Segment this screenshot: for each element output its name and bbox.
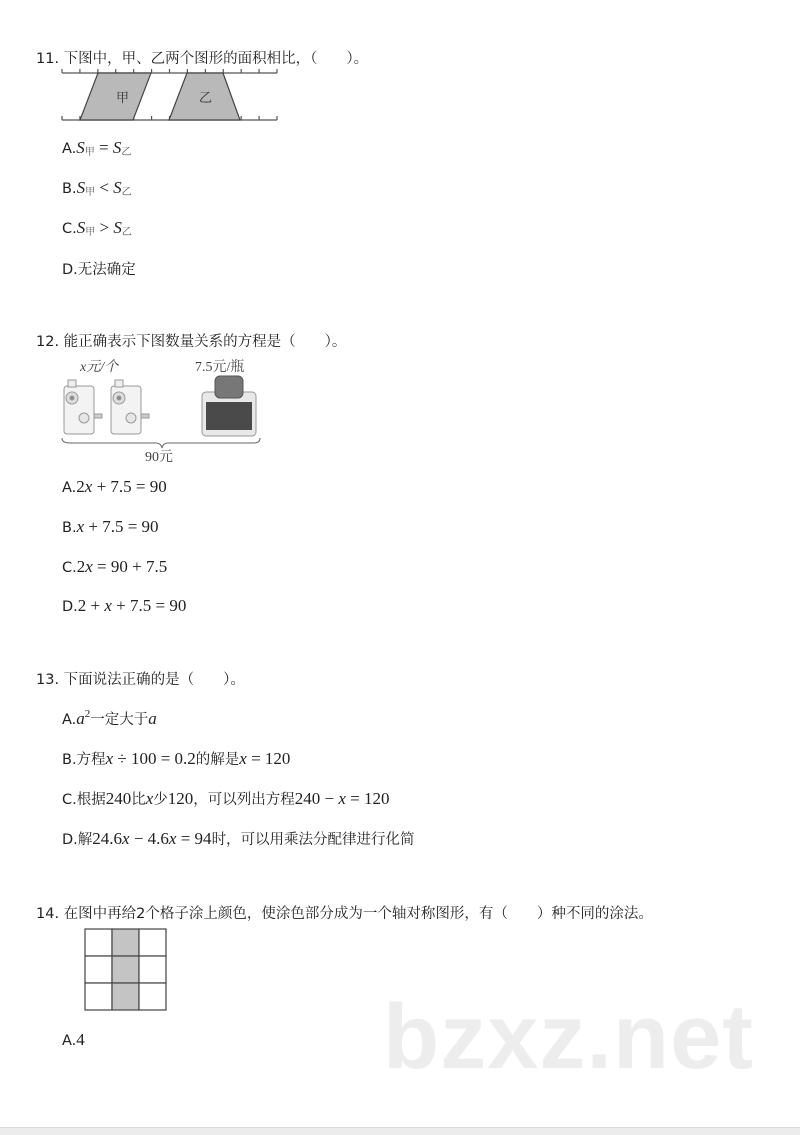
math-expression: 24.6 (92, 829, 123, 848)
q14-grid-figure (84, 928, 170, 1014)
math-variable: x (104, 596, 112, 615)
math-expression: − 4.6 (129, 829, 169, 848)
option-text: ，可以列出方程 (193, 792, 295, 808)
option-text: B.方程 (62, 752, 106, 768)
option-D (62, 828, 415, 849)
math-expression: + 7.5 = 90 (84, 517, 159, 536)
math-variable: S (113, 218, 122, 237)
watermark: bzxz.net (383, 986, 754, 1088)
option-text: 时，可以用乘法分配律进行化简 (211, 832, 415, 848)
q11-figure-parallelogram-trapezoid (58, 66, 283, 128)
option-C (62, 218, 132, 238)
math-expression: = 90 + 7.5 (92, 557, 168, 576)
option-text: B. (62, 181, 77, 197)
option-D (62, 258, 136, 279)
math-expression: 4 (76, 1030, 85, 1049)
math-expression: 120 (167, 789, 194, 808)
option-B (62, 178, 132, 198)
grid-cell-shaded (112, 929, 139, 956)
option-text: A. (62, 141, 77, 157)
math-expression: = 120 (345, 789, 390, 808)
math-variable: S (76, 218, 86, 237)
option-text: D.无法确定 (62, 262, 136, 278)
total-price-label: 90元 (145, 450, 173, 465)
option-A (62, 138, 131, 158)
option-A (62, 708, 157, 729)
ink-bottle-icon (202, 376, 256, 436)
option-text: C.根据 (62, 792, 106, 808)
q12-figure (58, 374, 264, 449)
option-text: 甲 (84, 147, 95, 158)
option-text: 少 (153, 792, 168, 808)
grid-cell (85, 983, 112, 1010)
option-text: D. (62, 599, 78, 615)
grid-cell (139, 929, 166, 956)
option-text: 的解是 (195, 752, 240, 768)
option-text: B. (62, 520, 77, 536)
option-text: D.解 (62, 832, 93, 848)
math-variable: x (84, 477, 93, 496)
option-text: 2 (84, 708, 91, 720)
math-variable: a (76, 709, 85, 728)
shape-label-yi: 乙 (199, 91, 213, 106)
grid-cell (139, 956, 166, 983)
option-text: 甲 (85, 227, 96, 238)
math-variable: S (76, 138, 85, 157)
option-text: 乙 (121, 187, 132, 198)
math-expression: 2 (76, 477, 85, 496)
question-12-title: 12. 能正确表示下图数量关系的方程是（ ）。 (36, 334, 347, 350)
math-variable: x (85, 557, 93, 576)
option-D (62, 596, 186, 616)
question-11-title: 11. 下图中，甲、乙两个图形的面积相比，（ ）。 (36, 51, 369, 67)
math-variable: S (112, 138, 122, 157)
option-text: 甲 (85, 187, 96, 198)
grid-cell (139, 983, 166, 1010)
math-expression: = 94 (176, 829, 212, 848)
math-expression: < (95, 178, 114, 197)
option-B (62, 748, 290, 769)
math-variable: x (338, 789, 346, 808)
grid-cell (85, 929, 112, 956)
math-variable: x (168, 829, 177, 848)
ink-price-label: 7.5元/瓶 (195, 360, 245, 375)
math-expression: + 7.5 = 90 (92, 477, 167, 496)
math-expression: 2 (76, 557, 86, 576)
grid-cell (85, 956, 112, 983)
math-expression: 2 + (77, 596, 105, 615)
math-expression: 240 (105, 789, 132, 808)
math-variable: x (105, 749, 114, 768)
option-text: A. (62, 1033, 77, 1049)
math-expression: ÷ 100 = 0.2 (113, 749, 196, 768)
grid-cell-shaded (112, 983, 139, 1010)
option-text: C. (62, 221, 77, 237)
math-variable: a (148, 709, 157, 728)
option-text: 乙 (121, 147, 132, 158)
pencil-sharpener-icon (111, 380, 149, 434)
option-text: 一定大于 (90, 712, 149, 728)
math-variable: x (122, 829, 130, 848)
math-variable: S (113, 178, 122, 197)
math-expression: + 7.5 = 90 (111, 596, 187, 615)
option-A (62, 477, 167, 497)
option-text: 乙 (121, 227, 132, 238)
option-C (62, 788, 390, 809)
math-expression: > (95, 218, 114, 237)
math-variable: x (76, 517, 85, 536)
option-text: A. (62, 480, 77, 496)
pencil-sharpener-icon (64, 380, 102, 434)
option-text: A. (62, 712, 77, 728)
sharpener-price-label: x元/个 (80, 360, 119, 375)
math-variable: S (76, 178, 86, 197)
option-text: 比 (131, 792, 146, 808)
option-A (62, 1030, 85, 1050)
math-variable: x (145, 789, 154, 808)
shape-label-jia: 甲 (116, 91, 130, 106)
math-expression: = 120 (246, 749, 291, 768)
option-text: C. (62, 560, 77, 576)
grid-cell-shaded (112, 956, 139, 983)
math-variable: x (239, 749, 247, 768)
math-expression: = (94, 138, 113, 157)
math-expression: 240 − (294, 789, 339, 808)
question-14-title: 14. 在图中再给2个格子涂上颜色，使涂色部分成为一个轴对称图形，有（ ）种不同的涂法。 (36, 906, 653, 922)
option-C (62, 557, 167, 577)
option-B (62, 517, 159, 537)
question-13-title: 13. 下面说法正确的是（ ）。 (36, 672, 245, 688)
